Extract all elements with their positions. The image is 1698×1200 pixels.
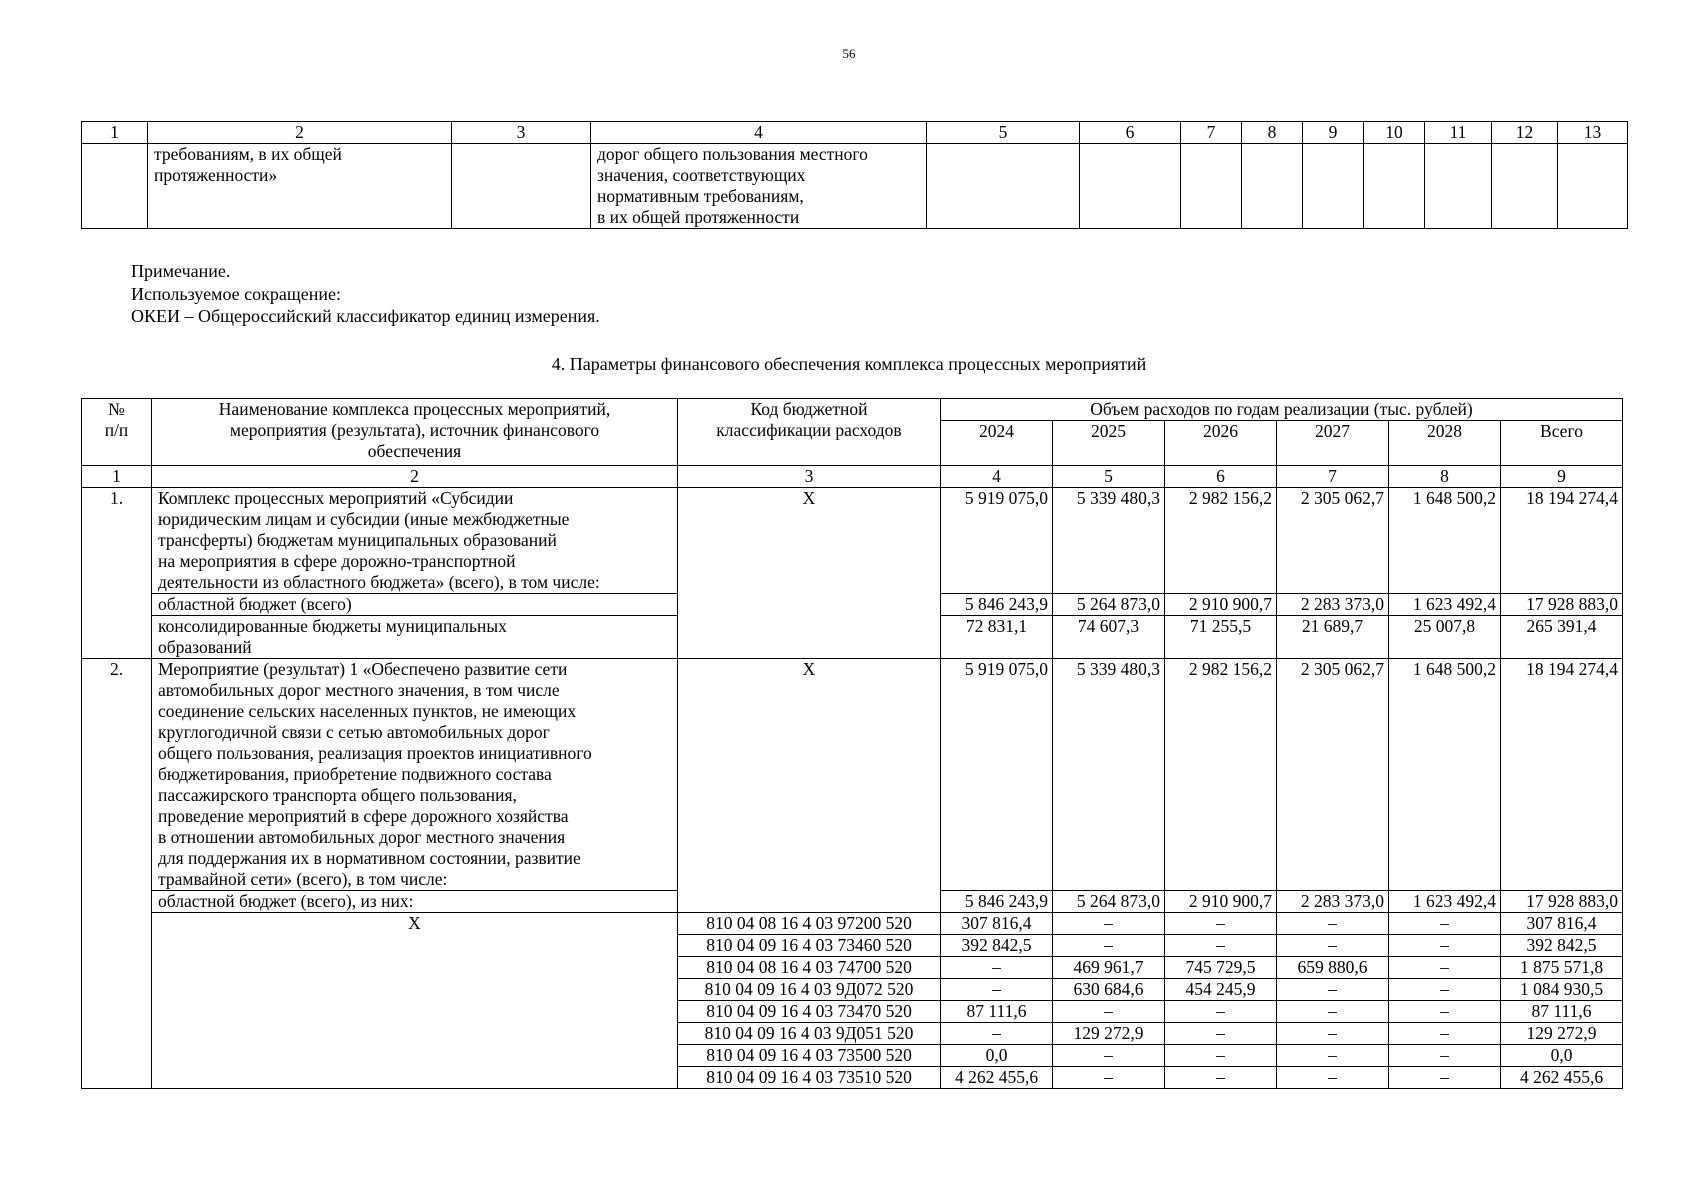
value-cell: 2 982 156,2 xyxy=(1165,488,1277,594)
value-cell: 392 842,5 xyxy=(941,935,1053,957)
value-cell: – xyxy=(1165,913,1277,935)
col-number: 1 xyxy=(82,466,152,488)
budget-code: 810 04 09 16 4 03 73460 520 xyxy=(678,935,941,957)
value-cell: 71 255,5 xyxy=(1165,616,1277,659)
total-cell: 17 928 883,0 xyxy=(1501,891,1623,913)
table-row xyxy=(82,488,1623,594)
value-cell: – xyxy=(1277,979,1389,1001)
col-number: 4 xyxy=(941,466,1053,488)
value-cell: 2 910 900,7 xyxy=(1165,594,1277,616)
value-cell: 1 623 492,4 xyxy=(1389,594,1501,616)
value-cell: 1 648 500,2 xyxy=(1389,659,1501,891)
col-number: 2 xyxy=(152,466,678,488)
year-header: 2024 xyxy=(941,421,1053,466)
value-cell: 5 846 243,9 xyxy=(941,594,1053,616)
notes xyxy=(131,260,600,328)
financing-table xyxy=(81,398,1623,1089)
value-cell: 5 919 075,0 xyxy=(941,659,1053,891)
indicator-name-cell: требованиям, в их общей протяженности» xyxy=(148,144,452,229)
row-name: областной бюджет (всего) xyxy=(152,594,678,616)
value-cell: 4 262 455,6 xyxy=(941,1067,1053,1089)
note-line: ОКЕИ – Общероссийский классификатор единиц измерения. xyxy=(131,306,600,327)
year-header: 2025 xyxy=(1053,421,1165,466)
value-cell: – xyxy=(1389,1001,1501,1023)
value-cell: 2 283 373,0 xyxy=(1277,594,1389,616)
row-name: Мероприятие (результат) 1 «Обеспечено развитие сети автомобильных дорог местного значения, в том числе соединение сельских населенных пунктов, не имеющих круглогодичной связи с сетью автомобильных дорог общего пользования, реализация проектов инициативного бюджетирования, приобретение подвижного состава пассажирского транспорта общего пользования, проведение мероприятий в сфере дорожного хозяйства в отношении автомобильных дорог местного значения для поддержания их в нормативном состоянии, развитие трамвайной сети» (всего), в том числе: xyxy=(152,659,678,891)
value-cell: 745 729,5 xyxy=(1165,957,1277,979)
col-number: 3 xyxy=(678,466,941,488)
budget-code: 810 04 09 16 4 03 9Д072 520 xyxy=(678,979,941,1001)
continuation-table xyxy=(81,121,1628,229)
col-number: 13 xyxy=(1558,122,1628,144)
value-cell: 5 264 873,0 xyxy=(1053,891,1165,913)
value-cell: – xyxy=(941,1023,1053,1045)
value-cell: – xyxy=(1277,1045,1389,1067)
budget-code: 810 04 09 16 4 03 73500 520 xyxy=(678,1045,941,1067)
value-cell: 454 245,9 xyxy=(1165,979,1277,1001)
budget-code: 810 04 08 16 4 03 74700 520 xyxy=(678,957,941,979)
col-number: 8 xyxy=(1242,122,1303,144)
col-number: 5 xyxy=(927,122,1080,144)
col-number: 5 xyxy=(1053,466,1165,488)
value-cell: 72 831,1 xyxy=(941,616,1053,659)
value-cell: 5 339 480,3 xyxy=(1053,488,1165,594)
budget-code: 810 04 09 16 4 03 9Д051 520 xyxy=(678,1023,941,1045)
value-cell: – xyxy=(1165,1023,1277,1045)
header-name: Наименование комплекса процессных мероприятий, мероприятия (результата), источник финансового обеспечения xyxy=(152,399,678,466)
value-cell: – xyxy=(1165,1001,1277,1023)
note-line: Используемое сокращение: xyxy=(131,283,341,304)
total-cell: 307 816,4 xyxy=(1501,913,1623,935)
page-number: 56 xyxy=(842,46,856,61)
value-cell: – xyxy=(1053,1067,1165,1089)
row-name: областной бюджет (всего), из них: xyxy=(152,891,678,913)
row-code: Х xyxy=(678,488,941,659)
row-code: Х xyxy=(678,659,941,913)
row-number: 2. xyxy=(82,659,152,1089)
col-number: 1 xyxy=(82,122,148,144)
note-title: Примечание. xyxy=(131,261,231,281)
header-row xyxy=(82,399,1623,421)
value-cell: 2 305 062,7 xyxy=(1277,488,1389,594)
value-cell: 0,0 xyxy=(941,1045,1053,1067)
row-number: 1. xyxy=(82,488,152,659)
total-cell: 392 842,5 xyxy=(1501,935,1623,957)
year-header: 2028 xyxy=(1389,421,1501,466)
value-cell: – xyxy=(1277,1067,1389,1089)
code-row xyxy=(82,913,1623,935)
value-cell: – xyxy=(1053,913,1165,935)
value-cell: 5 919 075,0 xyxy=(941,488,1053,594)
value-cell: 307 816,4 xyxy=(941,913,1053,935)
col-number: 8 xyxy=(1389,466,1501,488)
total-cell: 129 272,9 xyxy=(1501,1023,1623,1045)
col-number: 7 xyxy=(1277,466,1389,488)
col-number: 9 xyxy=(1303,122,1364,144)
value-cell: – xyxy=(1053,1045,1165,1067)
header-volume: Объем расходов по годам реализации (тыс. рублей) xyxy=(941,399,1623,421)
col-number: 9 xyxy=(1501,466,1623,488)
value-cell: 659 880,6 xyxy=(1277,957,1389,979)
value-cell: 21 689,7 xyxy=(1277,616,1389,659)
value-cell: – xyxy=(1053,1001,1165,1023)
total-cell: 0,0 xyxy=(1501,1045,1623,1067)
col-number: 6 xyxy=(1165,466,1277,488)
col-number: 4 xyxy=(591,122,927,144)
value-cell: 2 910 900,7 xyxy=(1165,891,1277,913)
budget-code: 810 04 08 16 4 03 97200 520 xyxy=(678,913,941,935)
value-cell: – xyxy=(1389,913,1501,935)
indicator-desc-cell: дорог общего пользования местного значения, соответствующих нормативным требованиям, в их общей протяженности xyxy=(591,144,927,229)
value-cell: – xyxy=(941,979,1053,1001)
x-label: Х xyxy=(152,913,678,1089)
column-number-row xyxy=(82,122,1628,144)
value-cell: – xyxy=(1053,935,1165,957)
value-cell: 469 961,7 xyxy=(1053,957,1165,979)
value-cell: 2 982 156,2 xyxy=(1165,659,1277,891)
value-cell: – xyxy=(1277,1001,1389,1023)
total-header: Всего xyxy=(1501,421,1623,466)
header-code: Код бюджетной классификации расходов xyxy=(678,399,941,466)
value-cell: 630 684,6 xyxy=(1053,979,1165,1001)
value-cell: – xyxy=(1389,1045,1501,1067)
value-cell: – xyxy=(1277,913,1389,935)
value-cell: – xyxy=(1165,1067,1277,1089)
section-title: 4. Параметры финансового обеспечения комплекса процессных мероприятий xyxy=(551,354,1147,374)
budget-code: 810 04 09 16 4 03 73470 520 xyxy=(678,1001,941,1023)
total-cell: 18 194 274,4 xyxy=(1501,488,1623,594)
value-cell: 129 272,9 xyxy=(1053,1023,1165,1045)
value-cell: – xyxy=(1389,979,1501,1001)
value-cell: 25 007,8 xyxy=(1389,616,1501,659)
year-header: 2026 xyxy=(1165,421,1277,466)
value-cell: 2 283 373,0 xyxy=(1277,891,1389,913)
total-cell: 1 084 930,5 xyxy=(1501,979,1623,1001)
row-name: Комплекс процессных мероприятий «Субсидии юридическим лицам и субсидии (иные межбюджетные трансферты) бюджетам муниципальных образований на мероприятия в сфере дорожно-транспортной деятельности из областного бюджета» (всего), в том числе: xyxy=(152,488,678,594)
value-cell: 74 607,3 xyxy=(1053,616,1165,659)
col-number: 12 xyxy=(1492,122,1558,144)
value-cell: 5 264 873,0 xyxy=(1053,594,1165,616)
value-cell: 1 623 492,4 xyxy=(1389,891,1501,913)
value-cell: – xyxy=(1389,1067,1501,1089)
header-num: № п/п xyxy=(82,399,152,466)
value-cell: 5 846 243,9 xyxy=(941,891,1053,913)
value-cell: – xyxy=(1277,1023,1389,1045)
total-cell: 17 928 883,0 xyxy=(1501,594,1623,616)
value-cell: – xyxy=(1389,957,1501,979)
value-cell: – xyxy=(1277,935,1389,957)
col-number: 6 xyxy=(1080,122,1181,144)
row-name: консолидированные бюджеты муниципальных образований xyxy=(152,616,678,659)
value-cell: – xyxy=(1389,935,1501,957)
value-cell: 87 111,6 xyxy=(941,1001,1053,1023)
total-cell: 4 262 455,6 xyxy=(1501,1067,1623,1089)
budget-code: 810 04 09 16 4 03 73510 520 xyxy=(678,1067,941,1089)
total-cell: 1 875 571,8 xyxy=(1501,957,1623,979)
value-cell: – xyxy=(1165,935,1277,957)
col-number: 2 xyxy=(148,122,452,144)
total-cell: 265 391,4 xyxy=(1501,616,1623,659)
table-row xyxy=(82,659,1623,891)
value-cell: 5 339 480,3 xyxy=(1053,659,1165,891)
total-cell: 18 194 274,4 xyxy=(1501,659,1623,891)
value-cell: – xyxy=(941,957,1053,979)
column-number-row xyxy=(82,466,1623,488)
col-number: 11 xyxy=(1425,122,1492,144)
col-number: 3 xyxy=(452,122,591,144)
value-cell: – xyxy=(1389,1023,1501,1045)
total-cell: 87 111,6 xyxy=(1501,1001,1623,1023)
value-cell: 1 648 500,2 xyxy=(1389,488,1501,594)
table-row xyxy=(82,144,1628,229)
year-header: 2027 xyxy=(1277,421,1389,466)
value-cell: – xyxy=(1165,1045,1277,1067)
col-number: 7 xyxy=(1181,122,1242,144)
col-number: 10 xyxy=(1364,122,1425,144)
value-cell: 2 305 062,7 xyxy=(1277,659,1389,891)
